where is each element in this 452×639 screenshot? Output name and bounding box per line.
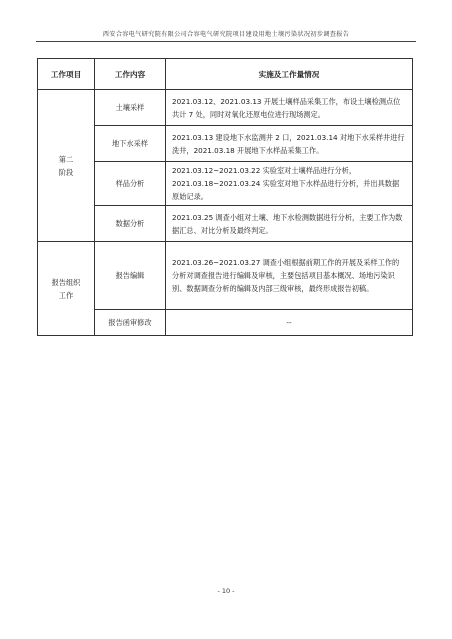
detail-cell: 2021.03.26~2021.03.27 调查小组根据前期工作的开展及采样工作的分析对调查报告进行编辑及审核，主要包括项目基本概况、场地污染识别、数据调查分析的编辑及内部三级审核，最终形成报告初稿。: [166, 242, 413, 310]
group-cell-report-work: [38, 242, 95, 336]
detail-cell: --: [166, 310, 413, 336]
content-cell: 地下水采样: [95, 126, 166, 162]
detail-cell: 2021.03.25 调查小组对土壤、地下水检测数据进行分析，主要工作为数据汇总、对比分析及最终判定。: [166, 206, 413, 242]
content-cell: 数据分析: [95, 206, 166, 242]
table-row: [38, 242, 413, 310]
table-row: [38, 126, 413, 162]
table-row: [38, 90, 413, 126]
content-cell: 土壤采样: [95, 90, 166, 126]
column-header-detail: 实施及工作量情况: [166, 59, 413, 90]
table-row: [38, 206, 413, 242]
column-header-content: 工作内容: [95, 59, 166, 90]
detail-cell: 2021.03.13 建设地下水监测井 2 口，2021.03.14 对地下水采样井进行洗井，2021.03.18 开展地下水样品采集工作。: [166, 126, 413, 162]
table-row: [38, 162, 413, 206]
group-label: 第二 阶段: [58, 154, 74, 177]
group-cell-phase-two: [38, 90, 95, 242]
header-divider: [36, 41, 416, 42]
content-cell: 报告编辑: [95, 242, 166, 310]
survey-work-table: [37, 58, 413, 336]
column-header-project: 工作项目: [38, 59, 95, 90]
page-header: 西安合容电气研究院有限公司合容电气研究院项目建设用地土壤污染状况初步调查报告: [102, 31, 350, 38]
group-label: 报告组织 工作: [51, 277, 81, 300]
table-header-row: [38, 59, 413, 90]
content-cell: 样品分析: [95, 162, 166, 206]
content-cell: 报告函审修改: [95, 310, 166, 336]
detail-cell: 2021.03.12、2021.03.13 开展土壤样品采集工作，布设土壤检测点位共计 7 处，同时对氧化还原电位进行现场测定。: [166, 90, 413, 126]
detail-cell: 2021.03.12~2021.03.22 实验室对土壤样品进行分析，2021.03.18~2021.03.24 实验室对地下水样品进行分析，并出具数据原始记录。: [166, 162, 413, 206]
page-number: - 10 -: [217, 587, 235, 595]
table-row: [38, 310, 413, 336]
